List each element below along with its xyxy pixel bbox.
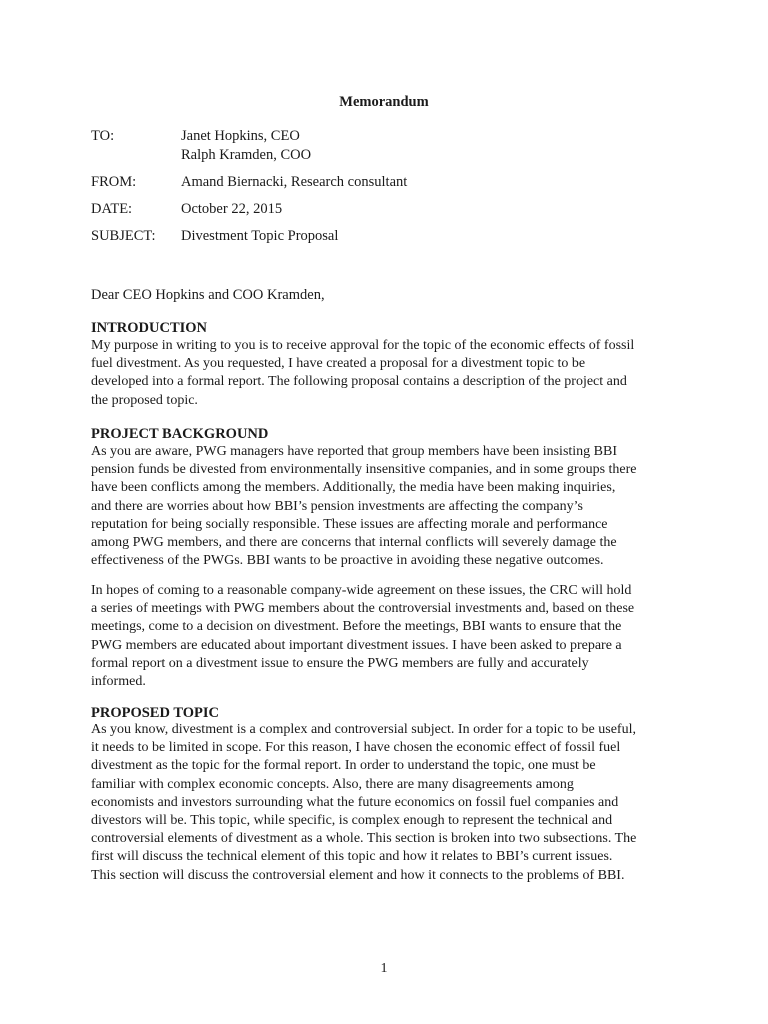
salutation: Dear CEO Hopkins and COO Kramden, [91,287,325,303]
introduction-heading: INTRODUCTION [91,320,208,336]
paragraph-line: informed. [91,674,146,690]
paragraph-line: As you know, divestment is a complex and controversial subject. In order for a topic to be useful, [91,722,636,737]
subject-value: Divestment Topic Proposal [181,228,339,244]
background-paragraph-2 [91,582,681,691]
paragraph-line: divestors will be. This topic, while specific, is complex enough to represent the technical and [91,813,613,829]
paragraph-line: My purpose in writing to you is to receive approval for the topic of the economic effects of fossil [91,338,635,353]
paragraph-line: and there are worries about how BBI’s pension investments are affecting the company’s [91,498,583,514]
to-recipient-1: Janet Hopkins, CEO [181,128,300,144]
paragraph-line: economists and investors surrounding what the future economics on fossil fuel companies and [91,794,619,810]
paragraph-line: This section will discuss the controversial element and how it connects to the problems of BBI. [91,867,625,883]
paragraph-line: In hopes of coming to a reasonable company-wide agreement on these issues, the CRC will hold [91,583,632,598]
memo-title: Memorandum [339,94,429,110]
to-recipient-2: Ralph Kramden, COO [181,147,312,163]
paragraph-line: pension funds be divested from environmentally insensitive companies, and in some groups there [91,462,637,478]
from-label: FROM: [91,174,137,190]
date-label: DATE: [91,201,133,217]
paragraph-line: the proposed topic. [91,392,198,408]
paragraph-line: among PWG members, and there are concerns that internal conflicts will severely damage the [91,535,617,551]
topic-paragraph [91,721,681,885]
paragraph-line: effectiveness of the PWGs. BBI wants to be proactive in avoiding these negative outcomes. [91,553,604,569]
subject-label: SUBJECT: [91,228,156,244]
introduction-paragraph [91,337,681,410]
paragraph-line: formal report on a divestment issue to ensure the PWG members are fully and accurately [91,655,589,671]
to-label: TO: [91,128,115,144]
paragraph-line: it needs to be limited in scope. For this reason, I have chosen the economic effect of fossil fuel [91,740,621,756]
page-number: 1 [380,961,388,976]
paragraph-line: As you are aware, PWG managers have reported that group members have been insisting BBI [91,444,618,459]
date-value: October 22, 2015 [181,201,283,217]
background-heading: PROJECT BACKGROUND [91,426,269,442]
paragraph-line: fuel divestment. As you requested, I have created a proposal for a divestment topic to be [91,356,586,372]
paragraph-line: a series of meetings with PWG members about the controversial investments and, based on these [91,601,635,617]
paragraph-line: divestment as the topic for the formal report. In order to understand the topic, one must be [91,758,596,774]
topic-heading: PROPOSED TOPIC [91,705,219,721]
from-value: Amand Biernacki, Research consultant [181,174,408,190]
paragraph-line: PWG members are educated about important divestment issues. I have been asked to prepare a [91,637,622,653]
paragraph-line: familiar with complex economic concepts. Also, there are many disagreements among [91,776,574,792]
paragraph-line: developed into a formal report. The following proposal contains a description of the project and [91,374,627,390]
background-paragraph-1 [91,443,681,570]
paragraph-line: first will discuss the technical element of this topic and how it relates to BBI’s current issues. [91,849,613,865]
paragraph-line: reputation for being socially responsible. These issues are affecting morale and performance [91,516,608,532]
paragraph-line: meetings, come to a decision on divestment. Before the meetings, BBI wants to ensure that the [91,619,622,635]
paragraph-line: controversial elements of divestment as a whole. This section is broken into two subsections. The [91,831,637,847]
paragraph-line: have been conflicts among the members. Additionally, the media have been making inquiries, [91,480,616,496]
